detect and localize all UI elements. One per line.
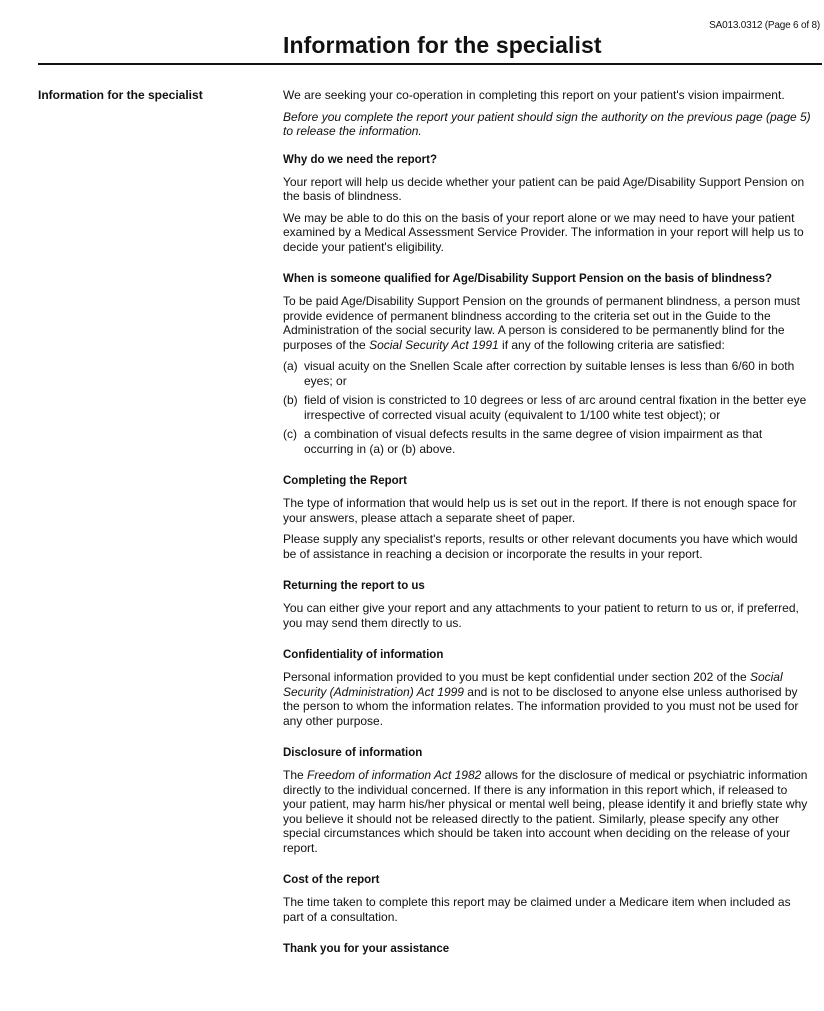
why-paragraph-2: We may be able to do this on the basis of your report alone or we may need to have your patient examined by a Medical Assessment Service Provider. The information in your report will help us to decide your patient's eligibility.: [283, 210, 804, 254]
form-code: SA013.0312 (Page 6 of 8): [709, 20, 820, 31]
page-title: Information for the specialist: [283, 32, 602, 58]
why-paragraph-1: Your report will help us decide whether your patient can be paid Age/Disability Support Pension on the basis of blindness.: [283, 174, 805, 203]
cost-paragraph: The time taken to complete this report may be claimed under a Medicare item when included as part of a consultation.: [283, 895, 791, 924]
criterion-marker: (c): [283, 427, 297, 441]
disclosure-heading: Disclosure of information: [283, 747, 423, 759]
criterion-c: [283, 427, 813, 456]
intro-instruction: Before you complete the report your patient should sign the authority on the previous page (page 5) to release the information.: [283, 109, 811, 138]
closing-note: Thank you for your assistance: [283, 943, 450, 955]
confidentiality-heading: Confidentiality of information: [283, 649, 444, 661]
qualified-paragraph: [283, 294, 813, 352]
disclosure-paragraph: [283, 768, 813, 855]
cost-heading: Cost of the report: [283, 874, 380, 886]
disclosure-text-a: The: [283, 768, 308, 782]
main-content: [283, 88, 813, 964]
header-rule: [38, 63, 822, 65]
confidentiality-text-a: Personal information provided to you must be kept confidential under section 202 of the: [283, 670, 750, 684]
why-heading: Why do we need the report?: [283, 153, 437, 166]
qualified-text-a: To be paid Age/Disability Support Pension on the grounds of permanent blindness, a person must provide evidence of permanent blindness according to the criteria set out in the Guide to the Administration of the social security law. A person is considered to be permanently blind for the purposes of the: [283, 294, 800, 352]
confidentiality-paragraph: [283, 670, 813, 728]
criterion-marker: (b): [283, 393, 298, 407]
qualified-act-name: Social Security Act 1991: [369, 337, 499, 352]
criterion-b: [283, 393, 813, 422]
criterion-text: field of vision is constricted to 10 degrees or less of arc around central fixation in the better eye irrespective of corrected visual acuity (equivalent to 1/100 white test object); or: [304, 393, 807, 422]
confidentiality-text-b: and is not to be disclosed to anyone else unless authorised by the person to whom the information relates. The information provided to you must not be used for any other purpose.: [283, 684, 799, 728]
criterion-text: a combination of visual defects results in the same degree of vision impairment as that occurring in (a) or (b) above.: [304, 427, 763, 456]
returning-heading: Returning the report to us: [283, 580, 425, 592]
qualified-heading: When is someone qualified for Age/Disability Support Pension on the basis of blindness?: [283, 273, 773, 285]
completing-paragraph-1: The type of information that would help us is set out in the report. If there is not enough space for your answers, please attach a separate sheet of paper.: [283, 496, 797, 525]
completing-heading: Completing the Report: [283, 475, 407, 487]
returning-paragraph: You can either give your report and any attachments to your patient to return to us or, if preferred, you may send them directly to us.: [283, 601, 799, 630]
confidentiality-act-name: Social Security (Administration) Act 1999: [283, 670, 783, 699]
criterion-marker: (a): [283, 359, 298, 373]
criterion-text: visual acuity on the Snellen Scale after correction by suitable lenses is less than 6/60 in both eyes; or: [304, 359, 795, 388]
disclosure-act-name: Freedom of information Act 1982: [307, 768, 482, 782]
completing-paragraph-2: Please supply any specialist's reports, results or other relevant documents you have which would be of assistance in reaching a decision or incorporate the results in your report.: [283, 532, 798, 561]
qualified-text-b: if any of the following criteria are satisfied:: [498, 337, 725, 352]
disclosure-text-b: allows for the disclosure of medical or psychiatric information directly to the individual concerned. If there is any information in this report which, if released to your patient, may harm his/her physical or mental well being, please identify it and briefly state why you believe it should not be released directly to the patient. Similarly, please specify any other special circumstances which should be taken into account when deciding on the release of your report.: [283, 768, 808, 855]
intro-paragraph: We are seeking your co-operation in completing this report on your patient's vision impairment.: [283, 88, 785, 102]
sidebar-label: Information for the specialist: [38, 88, 203, 102]
criterion-a: [283, 359, 813, 388]
